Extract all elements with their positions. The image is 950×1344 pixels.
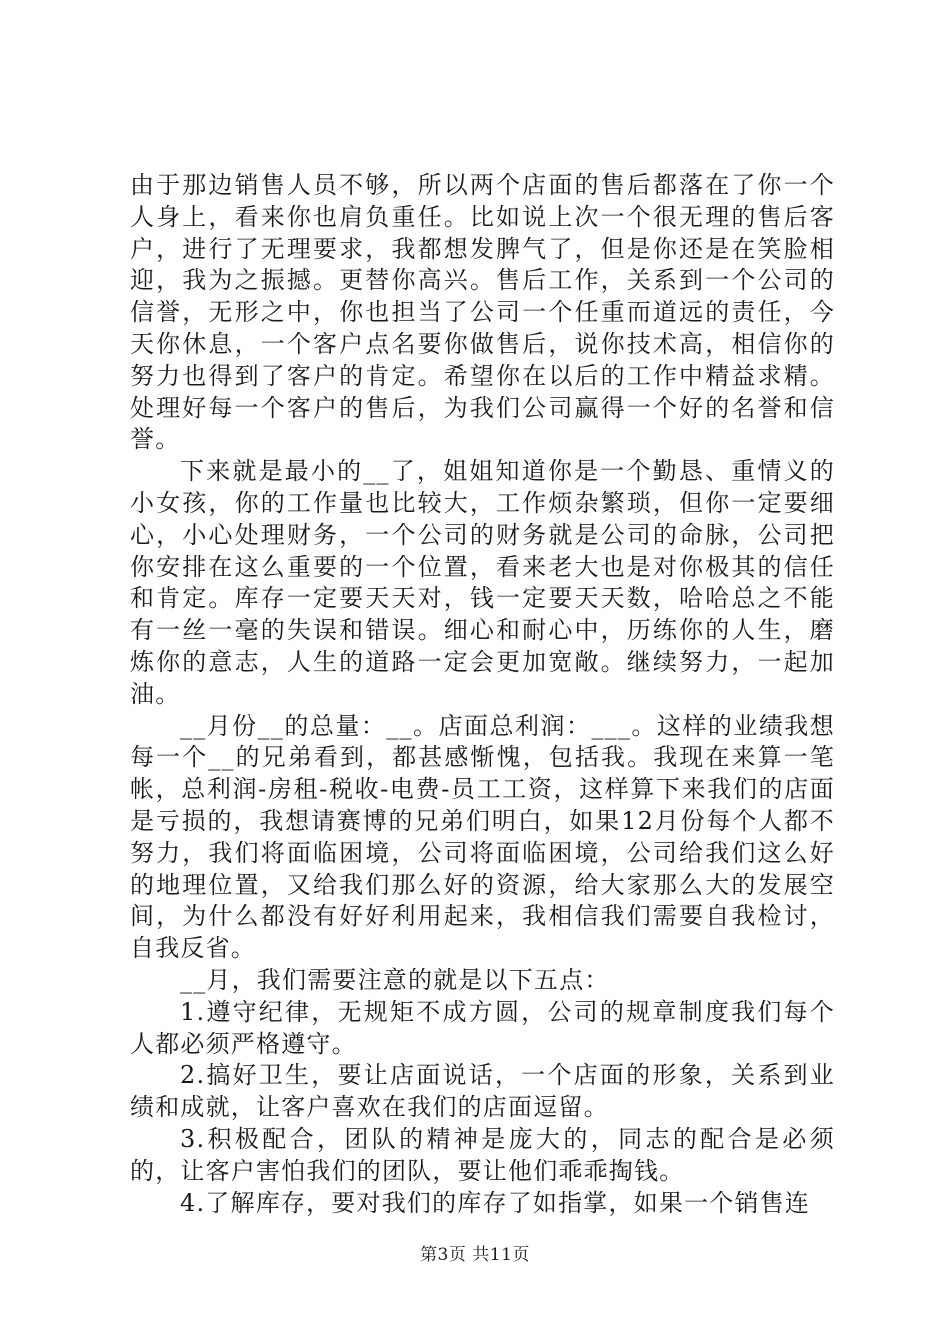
list-item-cooperation: 3.积极配合，团队的精神是庞大的，同志的配合是必须的，让客户害怕我们的团队，要让他们乖乖掏钱。	[130, 1124, 835, 1185]
list-item-hygiene: 2.搞好卫生，要让店面说话，一个店面的形象，关系到业绩和成就，让客户喜欢在我们的店面逗留。	[130, 1061, 835, 1122]
list-item-discipline: 1.遵守纪律，无规矩不成方圆，公司的规章制度我们每个人都必须严格遵守。	[130, 997, 835, 1058]
list-item-inventory: 4.了解库存，要对我们的库存了如指掌，如果一个销售连	[180, 1188, 811, 1217]
paragraph-finance: 下来就是最小的__了，姐姐知道你是一个勤恳、重情义的小女孩，你的工作量也比较大，工作烦杂繁琐，但你一定要细心，小心处理财务，一个公司的财务就是公司的命脉，公司把你安排在这么重要的一个位置，看来老大也是对你极其的信任和肯定。库存一定要天天对，钱一定要天天数，哈哈总之不能有一丝一毫的失误和错误。细心和耐心中，历练你的人生，磨炼你的意志，人生的道路一定会更加宽敞。继续努力，一起加油。	[130, 457, 835, 708]
paragraph-after-sales: 由于那边销售人员不够，所以两个店面的售后都落在了你一个人身上，看来你也肩负重任。比如说上次一个很无理的售后客户，进行了无理要求，我都想发脾气了，但是你还是在笑脸相迎，我为之振撼。更替你高兴。售后工作，关系到一个公司的信誉，无形之中，你也担当了公司一个任重而道远的责任，今天你休息，一个客户点名要你做售后，说你技术高，相信你的努力也得到了客户的肯定。希望你在以后的工作中精益求精。处理好每一个客户的售后，为我们公司赢得一个好的名誉和信誉。	[130, 171, 835, 454]
page-number-footer: 第3页 共11页	[420, 1245, 530, 1265]
paragraph-performance: __月份__的总量：__。店面总利润：___。这样的业绩我想每一个__的兄弟看到，都甚感惭愧，包括我。我现在来算一笔帐，总利润-房租-税收-电费-员工工资，这样算下来我们的店面是亏损的，我想请赛博的兄弟们明白，如果12月份每个人都不努力，我们将面临困境，公司将面临困境，公司给我们这么好的地理位置，又给我们那么好的资源，给大家那么大的发展空间，为什么都没有好好利用起来，我相信我们需要自我检讨，自我反省。	[130, 711, 835, 963]
document-body	[130, 170, 835, 1219]
paragraph-five-points-intro: __月，我们需要注意的就是以下五点：	[180, 965, 610, 994]
